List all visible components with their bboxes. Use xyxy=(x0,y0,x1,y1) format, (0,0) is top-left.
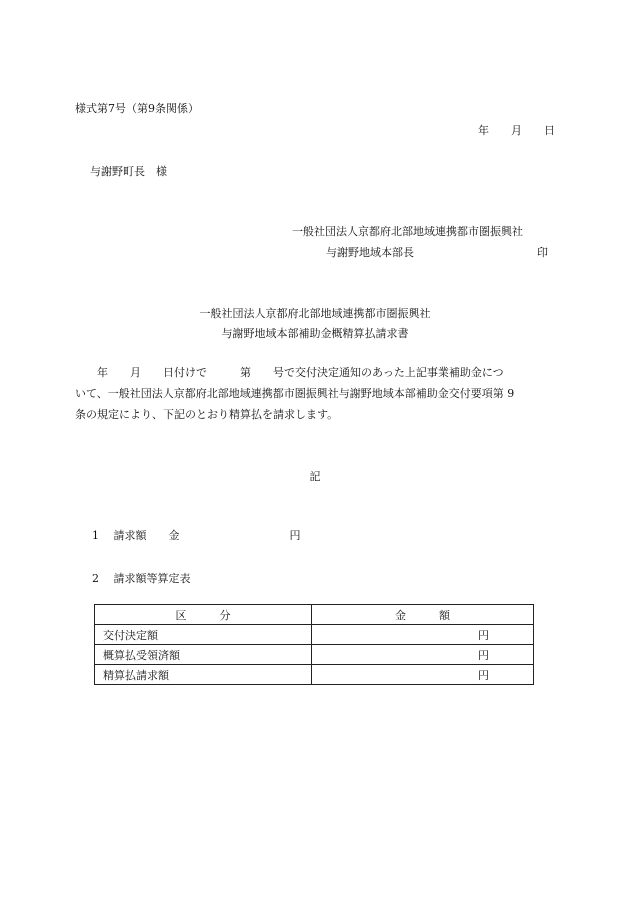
row-label: 概算払受領済額 xyxy=(95,645,312,665)
document-title-line1: 一般社団法人京都府北部地域連携都市圏振興社 xyxy=(199,307,431,320)
calculation-table xyxy=(94,604,534,685)
row-amount-unit: 円 xyxy=(312,625,534,645)
item-calc-table-title: 2 請求額等算定表 xyxy=(92,572,191,585)
body-text xyxy=(75,362,555,425)
date-day: 日 xyxy=(544,124,555,137)
row-amount-unit: 円 xyxy=(312,645,534,665)
header-amount: 金 額 xyxy=(312,605,534,625)
date-year: 年 xyxy=(478,124,489,137)
item-request-amount: 1 請求額 金 円 xyxy=(92,529,301,542)
document-title-line2: 与謝野地域本部補助金概精算払請求書 xyxy=(221,327,409,340)
addressee: 与謝野町長 様 xyxy=(90,165,167,178)
ki-heading: 記 xyxy=(309,470,321,483)
body-line-1: 年 月 日付けで 第 号で交付決定通知のあった上記事業補助金につ xyxy=(75,366,504,379)
row-label: 精算払請求額 xyxy=(95,665,312,685)
row-amount-unit: 円 xyxy=(312,665,534,685)
body-line-2: いて、一般社団法人京都府北部地域連携都市圏振興社与謝野地域本部補助金交付要項第 9 xyxy=(75,387,515,400)
table-row xyxy=(95,665,534,685)
table-row xyxy=(95,625,534,645)
header-category: 区 分 xyxy=(95,605,312,625)
body-line-3: 条の規定により、下記のとおり精算払を請求します。 xyxy=(75,408,339,421)
table-header-row xyxy=(95,605,534,625)
date-month: 月 xyxy=(511,124,522,137)
date-line xyxy=(478,122,555,138)
row-label: 交付決定額 xyxy=(95,625,312,645)
applicant-organization: 一般社団法人京都府北部地域連携都市圏振興社 xyxy=(292,225,523,238)
form-number: 様式第7号（第9条関係） xyxy=(75,102,199,115)
applicant-representative: 与謝野地域本部長 xyxy=(326,246,414,259)
table-row xyxy=(95,645,534,665)
seal-mark: 印 xyxy=(537,246,548,259)
